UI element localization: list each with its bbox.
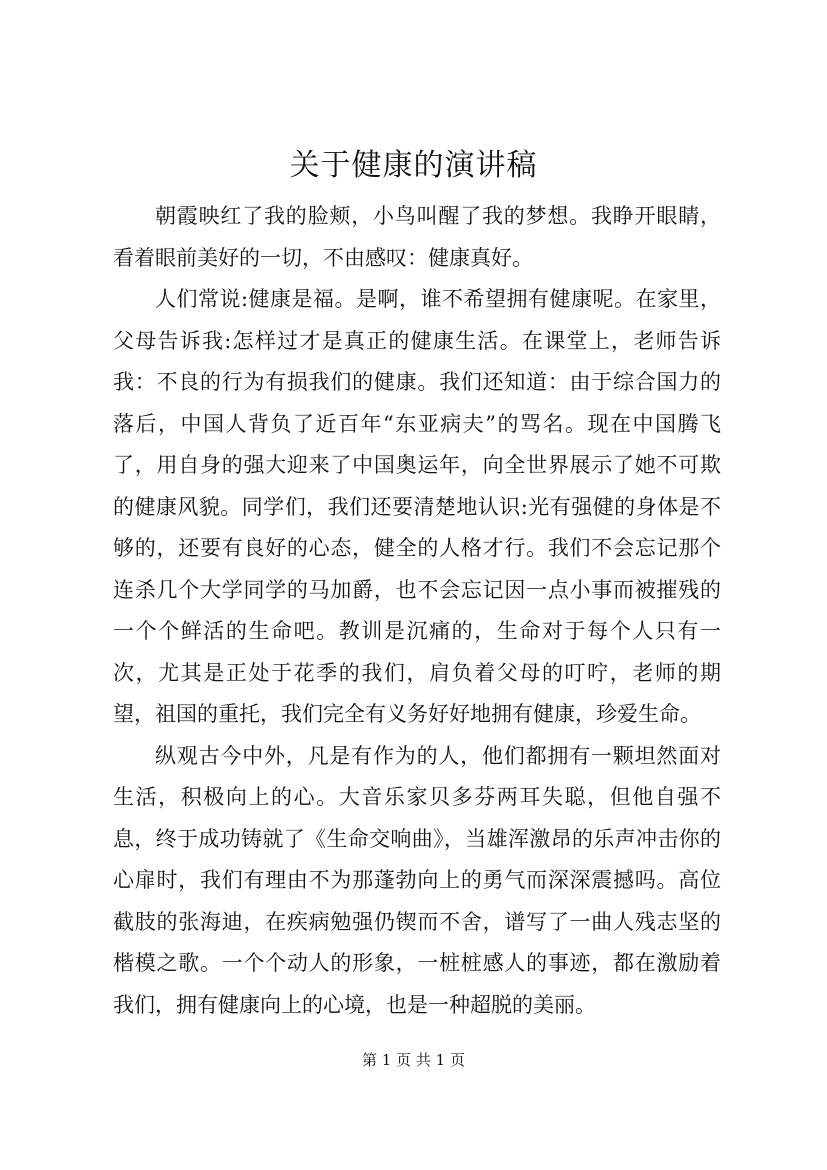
document-title: 关于健康的演讲稿 — [289, 148, 538, 183]
document-body — [113, 196, 721, 1026]
paragraph-2: 人们常说:健康是福。是啊，谁不希望拥有健康呢。在家里，父母告诉我:怎样过才是真正的健康生活。在课堂上，老师告诉我：不良的行为有损我们的健康。我们还知道：由于综合国力的落后，中国人背负了近百年“东亚病夫”的骂名。现在中国腾飞了，用自身的强大迎来了中国奥运年，向全世界展示了她不可欺的健康风貌。同学们，我们还要清楚地认识:光有强健的身体是不够的，还要有良好的心态，健全的人格才行。我们不会忘记那个连杀几个大学同学的马加爵，也不会忘记因一点小事而被摧残的一个个鲜活的生命吧。教训是沉痛的，生命对于每个人只有一次，尤其是正处于花季的我们，肩负着父母的叮咛，老师的期望，祖国的重托，我们完全有义务好好地拥有健康，珍爱生命。 — [113, 287, 721, 726]
paragraph-3: 纵观古今中外，凡是有作为的人，他们都拥有一颗坦然面对生活，积极向上的心。大音乐家贝多芬两耳失聪，但他自强不息，终于成功铸就了《生命交响曲》，当雄浑激昂的乐声冲击你的心扉时，我们有理由不为那蓬勃向上的勇气而深深震撼吗。高位截肢的张海迪，在疾病勉强仍锲而不舍，谱写了一曲人残志坚的楷模之歌。一个个动人的形象，一桩桩感人的事迹，都在激励着我们，拥有健康向上的心境，也是一种超脱的美丽。 — [113, 743, 721, 1017]
paragraph-1: 朝霞映红了我的脸颊，小鸟叫醒了我的梦想。我睁开眼睛，看着眼前美好的一切，不由感叹：健康真好。 — [113, 204, 721, 270]
page-footer: 第 1 页 共 1 页 — [362, 1051, 465, 1069]
